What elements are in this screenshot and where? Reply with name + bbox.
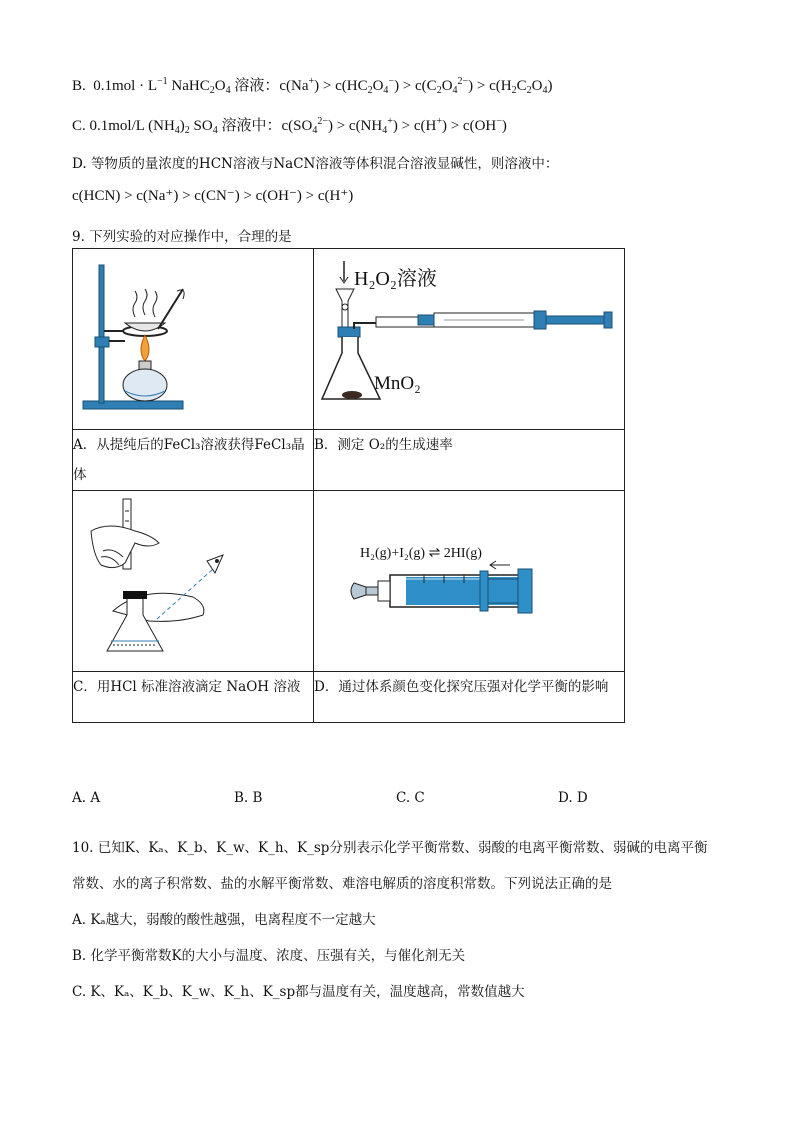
q8-option-c-label: C. (72, 118, 86, 134)
q9-option-table (72, 248, 625, 723)
cell-c-caption (73, 672, 314, 723)
choice-d[interactable]: D. D (558, 790, 588, 806)
evaporation-apparatus-icon (73, 249, 313, 425)
q10-stem-line1: 10. 已知K、Kₐ、K_b、K_w、K_h、K_sp分别表示化学平衡常数、弱酸的电离平衡常数、弱碱的电离平衡 (72, 840, 708, 856)
equilibrium-equation: H₂(g)+I₂(g) ⇌ 2HI(g) (360, 546, 482, 561)
cell-a-text: A．从提纯后的FeCl₃溶液获得FeCl₃晶体 (73, 437, 305, 483)
q8-option-d-label: D. (72, 156, 87, 172)
cell-b-text: B．测定 O₂的生成速率 (314, 437, 453, 453)
cell-d-caption (314, 672, 625, 723)
choice-a[interactable]: A. A (72, 790, 101, 806)
cell-c-text: C．用HCl 标准溶液滴定 NaOH 溶液 (73, 679, 301, 695)
cell-b-image (314, 249, 625, 430)
q10-option-c: C. K、Kₐ、K_b、K_w、K_h、K_sp都与温度有关，温度越高，常数值越大 (72, 984, 525, 1000)
mno2-label: MnO₂ (374, 373, 421, 394)
q8-option-d-expression (72, 186, 353, 205)
cell-b-caption (314, 430, 625, 491)
q8-option-d-text: 等物质的量浓度的HCN溶液与NaCN溶液等体积混合溶液显碱性，则溶液中： (90, 156, 559, 172)
q8-option-c: C. 0.1mol/L $(NH_4)_2$ $SO_4$ 溶液中：$c(SO_4^{2-}) > c(NH_4^+) > c(H^+) > c(OH^-)$ (72, 116, 507, 136)
cell-d-text: D．通过体系颜色变化探究压强对化学平衡的影响 (314, 679, 609, 695)
equilibrium-syringe-icon (314, 491, 624, 667)
titration-icon (73, 491, 313, 667)
q8-option-d-expression-text: c(HCN) > c(Na⁺) > c(CN⁻) > c(OH⁻) > c(H⁺) (72, 188, 354, 204)
cell-c-image (73, 491, 314, 672)
gas-syringe-apparatus-icon (314, 249, 624, 425)
q9-stem: 9. 下列实验的对应操作中，合理的是 (72, 229, 292, 245)
cell-d-image (314, 491, 625, 672)
cell-a-image (73, 249, 314, 430)
h2o2-solution-label: H₂O₂溶液 (354, 268, 437, 290)
q8-option-b: B. $0.1mol \cdot L^{-1}$ $NaHC_2O_4$ 溶液：$c(Na^+) > c(HC_2O_4^-) > c(C_2O_4^{2-}) > c(H_2C_2O_4)$ (72, 76, 553, 96)
choice-b[interactable]: B. B (234, 790, 263, 806)
q8-option-d (72, 152, 558, 172)
q10-option-b: B. 化学平衡常数K的大小与温度、浓度、压强有关，与催化剂无关 (72, 948, 466, 964)
q10-stem-line2: 常数、水的离子积常数、盐的水解平衡常数、难溶电解质的溶度积常数。下列说法正确的是 (72, 876, 612, 892)
choice-c[interactable]: C. C (396, 790, 425, 806)
q8-option-b-label: B. (72, 78, 86, 94)
q10-option-a: A. Kₐ越大，弱酸的酸性越强，电离程度不一定越大 (72, 912, 376, 928)
cell-a-caption (73, 430, 314, 491)
